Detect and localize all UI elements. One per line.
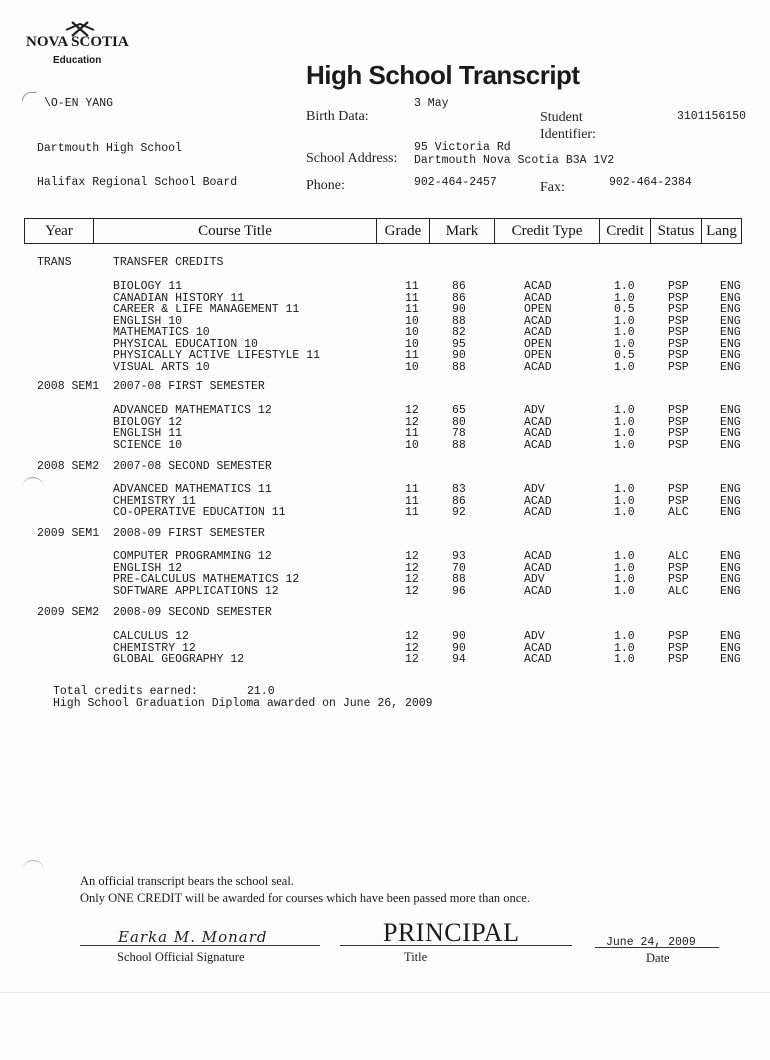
course-title: PHYSICALLY ACTIVE LIFESTYLE 11 [113, 349, 321, 362]
signature-line [80, 945, 320, 946]
course-status: PSP [668, 630, 689, 643]
school-board: Halifax Regional School Board [37, 176, 238, 189]
course-mark: 96 [452, 584, 466, 598]
course-type: ADV [524, 573, 545, 586]
course-row [0, 653, 770, 665]
course-credit: 1.0 [614, 506, 635, 519]
course-status: ALC [668, 584, 689, 598]
course-type: ACAD [524, 550, 552, 563]
course-grade: 12 [405, 584, 419, 598]
course-type: OPEN [524, 337, 552, 351]
course-type: ACAD [524, 314, 552, 328]
col-mark: Mark [430, 219, 495, 244]
course-type: ADV [524, 630, 545, 643]
course-row [0, 427, 770, 439]
course-grade: 11 [405, 506, 419, 519]
logo-department: Education [53, 55, 102, 66]
course-mark: 95 [452, 337, 466, 351]
signature-label: School Official Signature [117, 950, 245, 964]
section-term: 2008-09 SECOND SEMESTER [113, 606, 272, 619]
section-header [0, 256, 770, 268]
transcript-table-header [24, 218, 742, 244]
course-status: PSP [668, 314, 689, 328]
col-lang: Lang [702, 219, 742, 244]
course-lang: ENG [720, 483, 741, 496]
course-mark: 88 [452, 360, 466, 374]
course-lang: ENG [720, 303, 741, 316]
course-grade: 12 [405, 550, 419, 563]
course-grade: 11 [405, 494, 419, 508]
course-title: ADVANCED MATHEMATICS 12 [113, 404, 272, 417]
course-mark: 88 [452, 573, 466, 586]
logo-name: NOVA SCOTIA [26, 34, 129, 50]
school-name: Dartmouth High School [37, 142, 182, 155]
course-title: PHYSICAL EDUCATION 10 [113, 337, 258, 351]
course-row [0, 585, 770, 597]
course-status: PSP [668, 291, 689, 305]
course-title: ENGLISH 10 [113, 314, 183, 328]
col-year: Year [25, 219, 94, 244]
course-grade: 11 [405, 483, 419, 496]
col-course-title: Course Title [94, 219, 377, 244]
course-mark: 86 [452, 291, 466, 305]
course-grade: 10 [405, 314, 419, 328]
scan-mark [22, 92, 37, 101]
course-status: PSP [668, 360, 689, 374]
course-type: ACAD [524, 584, 552, 598]
course-grade: 11 [405, 349, 419, 362]
course-row [0, 416, 770, 428]
seal-note: An official transcript bears the school seal. [80, 874, 294, 888]
course-grade: 11 [405, 427, 419, 440]
course-credit: 1.0 [614, 641, 635, 655]
course-grade: 11 [405, 291, 419, 305]
course-title: BIOLOGY 11 [113, 280, 183, 293]
course-mark: 82 [452, 326, 466, 339]
course-mark: 90 [452, 641, 466, 655]
course-mark: 94 [452, 653, 466, 666]
course-credit: 1.0 [614, 561, 635, 575]
course-status: PSP [668, 326, 689, 339]
course-credit: 1.0 [614, 280, 635, 293]
title-value: PRINCIPAL [383, 918, 520, 947]
course-mark: 90 [452, 630, 466, 643]
date-value: June 24, 2009 [606, 936, 696, 949]
course-lang: ENG [720, 584, 741, 598]
course-mark: 90 [452, 303, 466, 316]
section-header [0, 460, 770, 472]
course-credit: 1.0 [614, 291, 635, 305]
course-lang: ENG [720, 573, 741, 586]
section-term: 2008-09 FIRST SEMESTER [113, 527, 265, 540]
credit-note: Only ONE CREDIT will be awarded for courses which have been passed more than once. [80, 891, 530, 905]
school-address-label: School Address: [306, 151, 398, 166]
course-mark: 86 [452, 280, 466, 293]
course-type: ACAD [524, 506, 552, 519]
course-mark: 93 [452, 550, 466, 563]
course-credit: 0.5 [614, 349, 635, 362]
phone-value: 902-464-2457 [414, 176, 497, 189]
course-status: PSP [668, 494, 689, 508]
section-header [0, 527, 770, 539]
page-title: High School Transcript [306, 60, 580, 90]
course-credit: 1.0 [614, 573, 635, 586]
course-type: ACAD [524, 438, 552, 452]
course-grade: 12 [405, 630, 419, 643]
course-lang: ENG [720, 360, 741, 374]
title-line [340, 945, 572, 946]
course-grade: 10 [405, 337, 419, 351]
course-status: PSP [668, 483, 689, 496]
course-row [0, 404, 770, 416]
course-grade: 12 [405, 561, 419, 575]
course-row [0, 361, 770, 373]
course-credit: 1.0 [614, 415, 635, 429]
course-row [0, 303, 770, 315]
section-year: 2008 SEM1 [37, 380, 100, 393]
course-grade: 10 [405, 360, 419, 374]
section-year: 2008 SEM2 [37, 460, 100, 473]
course-title: BIOLOGY 12 [113, 415, 183, 429]
course-lang: ENG [720, 427, 741, 440]
diploma-statement: High School Graduation Diploma awarded on June 26, 2009 [53, 697, 433, 710]
course-lang: ENG [720, 349, 741, 362]
course-credit: 0.5 [614, 303, 635, 316]
course-row [0, 292, 770, 304]
course-row [0, 315, 770, 327]
course-credit: 1.0 [614, 326, 635, 339]
course-lang: ENG [720, 630, 741, 643]
course-row [0, 642, 770, 654]
fax-value: 902-464-2384 [609, 176, 692, 189]
course-lang: ENG [720, 561, 741, 575]
course-type: ACAD [524, 326, 552, 339]
course-status: ALC [668, 550, 689, 563]
section-term: 2007-08 FIRST SEMESTER [113, 380, 265, 393]
course-type: ACAD [524, 653, 552, 666]
course-grade: 12 [405, 653, 419, 666]
section-header [0, 380, 770, 392]
course-lang: ENG [720, 314, 741, 328]
course-status: PSP [668, 337, 689, 351]
course-status: PSP [668, 303, 689, 316]
fax-label: Fax: [540, 180, 565, 195]
course-credit: 1.0 [614, 438, 635, 452]
section-year: 2009 SEM2 [37, 606, 100, 619]
course-type: OPEN [524, 303, 552, 316]
total-credits-label: Total credits earned: [53, 685, 198, 698]
course-lang: ENG [720, 641, 741, 655]
course-title: VISUAL ARTS 10 [113, 360, 210, 374]
course-lang: ENG [720, 337, 741, 351]
course-status: PSP [668, 438, 689, 452]
course-type: ACAD [524, 561, 552, 575]
title-label: Title [404, 950, 428, 964]
course-title: CHEMISTRY 11 [113, 494, 196, 508]
student-name: \O-EN YANG [44, 97, 114, 110]
birth-label: Birth Data: [306, 109, 369, 124]
course-grade: 12 [405, 641, 419, 655]
course-type: ACAD [524, 494, 552, 508]
course-lang: ENG [720, 326, 741, 339]
page-bottom-edge [0, 992, 770, 993]
course-row [0, 280, 770, 292]
course-lang: ENG [720, 494, 741, 508]
course-row [0, 439, 770, 451]
course-mark: 92 [452, 506, 466, 519]
course-credit: 1.0 [614, 584, 635, 598]
course-row [0, 630, 770, 642]
course-title: CAREER & LIFE MANAGEMENT 11 [113, 303, 300, 316]
course-title: ADVANCED MATHEMATICS 11 [113, 483, 272, 496]
course-mark: 88 [452, 438, 466, 452]
school-address-line1: 95 Victoria Rd [414, 141, 511, 154]
nova-scotia-logo [26, 20, 136, 70]
course-credit: 1.0 [614, 337, 635, 351]
total-credits-value: 21.0 [247, 685, 275, 698]
course-title: ENGLISH 11 [113, 427, 183, 440]
section-term: 2007-08 SECOND SEMESTER [113, 460, 272, 473]
course-type: ACAD [524, 427, 552, 440]
course-grade: 11 [405, 303, 419, 316]
course-type: ADV [524, 404, 545, 417]
course-grade: 12 [405, 415, 419, 429]
course-mark: 86 [452, 494, 466, 508]
course-type: ADV [524, 483, 545, 496]
course-credit: 1.0 [614, 630, 635, 643]
course-status: ALC [668, 506, 689, 519]
course-mark: 83 [452, 483, 466, 496]
course-mark: 78 [452, 427, 466, 440]
course-lang: ENG [720, 438, 741, 452]
course-row [0, 326, 770, 338]
course-title: CO-OPERATIVE EDUCATION 11 [113, 506, 286, 519]
date-line [595, 947, 719, 948]
student-id-value: 3101156150 [677, 110, 747, 123]
course-title: CALCULUS 12 [113, 630, 189, 643]
course-title: COMPUTER PROGRAMMING 12 [113, 550, 272, 563]
course-lang: ENG [720, 415, 741, 429]
course-row [0, 573, 770, 585]
course-mark: 90 [452, 349, 466, 362]
course-status: PSP [668, 641, 689, 655]
course-title: GLOBAL GEOGRAPHY 12 [113, 653, 245, 666]
student-id-label: Student Identifier: [540, 110, 596, 142]
section-year: 2009 SEM1 [37, 527, 100, 540]
course-type: ACAD [524, 291, 552, 305]
school-address-line2: Dartmouth Nova Scotia B3A 1V2 [414, 154, 615, 167]
course-credit: 1.0 [614, 483, 635, 496]
course-type: ACAD [524, 641, 552, 655]
course-row [0, 562, 770, 574]
course-status: PSP [668, 415, 689, 429]
birth-value: 3 May [414, 97, 449, 110]
course-status: PSP [668, 404, 689, 417]
course-credit: 1.0 [614, 550, 635, 563]
col-grade: Grade [377, 219, 430, 244]
course-type: ACAD [524, 280, 552, 293]
course-lang: ENG [720, 291, 741, 305]
scan-mark [22, 860, 44, 871]
course-status: PSP [668, 573, 689, 586]
course-grade: 11 [405, 280, 419, 293]
course-title: CANADIAN HISTORY 11 [113, 291, 245, 305]
col-credit: Credit [600, 219, 651, 244]
course-title: SCIENCE 10 [113, 438, 183, 452]
course-title: ENGLISH 12 [113, 561, 183, 575]
course-grade: 10 [405, 326, 419, 339]
course-row [0, 495, 770, 507]
course-mark: 80 [452, 415, 466, 429]
course-status: PSP [668, 280, 689, 293]
course-status: PSP [668, 349, 689, 362]
course-title: MATHEMATICS 10 [113, 326, 210, 339]
course-status: PSP [668, 427, 689, 440]
course-row [0, 338, 770, 350]
course-mark: 70 [452, 561, 466, 575]
course-title: CHEMISTRY 12 [113, 641, 196, 655]
course-type: OPEN [524, 349, 552, 362]
col-credit-type: Credit Type [495, 219, 600, 244]
course-row [0, 483, 770, 495]
course-grade: 10 [405, 438, 419, 452]
course-row [0, 349, 770, 361]
course-type: ACAD [524, 360, 552, 374]
course-status: PSP [668, 561, 689, 575]
section-year: TRANS [37, 256, 72, 269]
section-header [0, 606, 770, 618]
course-lang: ENG [720, 506, 741, 519]
phone-label: Phone: [306, 178, 345, 193]
scan-mark [22, 477, 44, 488]
official-signature: Earka M. Monard [118, 928, 268, 946]
course-credit: 1.0 [614, 494, 635, 508]
date-label: Date [646, 951, 670, 965]
course-title: PRE-CALCULUS MATHEMATICS 12 [113, 573, 300, 586]
course-credit: 1.0 [614, 314, 635, 328]
col-status: Status [651, 219, 702, 244]
course-mark: 65 [452, 404, 466, 417]
course-title: SOFTWARE APPLICATIONS 12 [113, 584, 279, 598]
course-credit: 1.0 [614, 427, 635, 440]
course-lang: ENG [720, 404, 741, 417]
course-grade: 12 [405, 573, 419, 586]
course-credit: 1.0 [614, 360, 635, 374]
course-grade: 12 [405, 404, 419, 417]
course-status: PSP [668, 653, 689, 666]
section-term: TRANSFER CREDITS [113, 256, 224, 269]
course-type: ACAD [524, 415, 552, 429]
course-lang: ENG [720, 550, 741, 563]
course-credit: 1.0 [614, 653, 635, 666]
course-row [0, 506, 770, 518]
course-row [0, 550, 770, 562]
course-lang: ENG [720, 280, 741, 293]
course-credit: 1.0 [614, 404, 635, 417]
course-mark: 88 [452, 314, 466, 328]
course-lang: ENG [720, 653, 741, 666]
